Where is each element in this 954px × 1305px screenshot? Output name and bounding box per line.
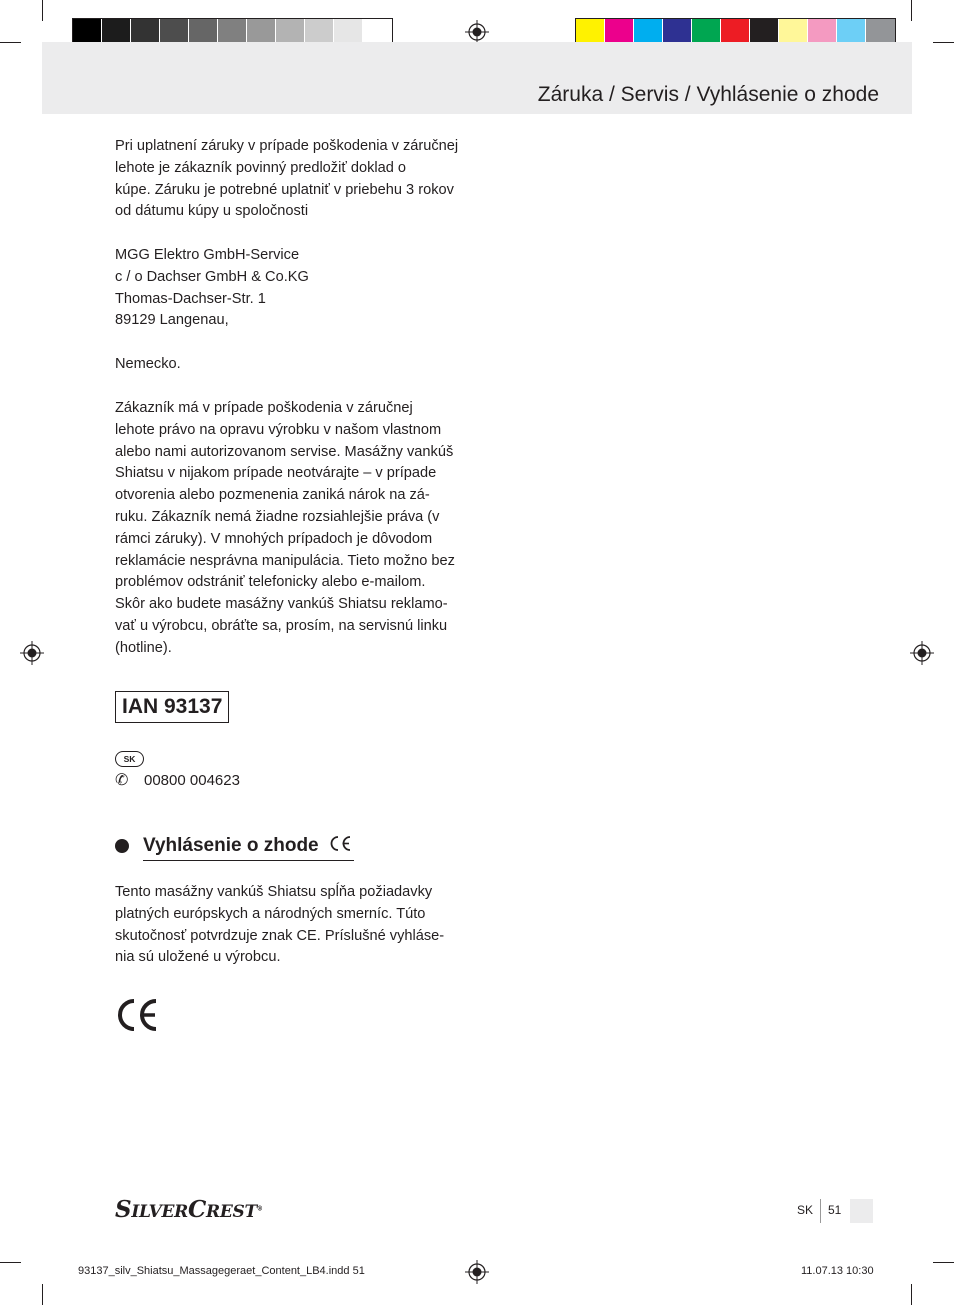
text-line: ruku. Zákazník nemá žiadne rozsiahlejšie práva (v (115, 508, 440, 525)
country-code-badge: SK (115, 751, 144, 767)
conformity-title (143, 832, 354, 861)
text-line: otvorenia alebo pozmenenia zaniká nárok na zá- (115, 487, 430, 504)
registration-mark-icon (465, 1260, 489, 1284)
address-line: c / o Dachser GmbH & Co.KG (115, 268, 309, 285)
text-line: vať u výrobcu, obráťte sa, prosím, na servisnú linku (115, 617, 448, 634)
crop-mark (911, 0, 912, 21)
text-line: nia sú uložené u výrobcu. (115, 949, 281, 966)
text-line: Shiatsu v nijakom prípade neotvárajte – v prípade (115, 465, 437, 482)
slug-filename: 93137_silv_Shiatsu_Massagegeraet_Content_LB4.indd 51 (78, 1265, 365, 1277)
crop-mark (0, 42, 21, 43)
page-title: Záruka / Servis / Vyhlásenie o zhode (537, 83, 879, 106)
text-line: rámci záruky). V mnohých prípadoch je dôvodom (115, 530, 433, 547)
page-number: 51 (828, 1203, 842, 1217)
phone-icon: ✆ (115, 772, 129, 789)
text-line: Tento masážny vankúš Shiatsu spĺňa požiadavky (115, 884, 433, 900)
crop-mark (933, 1262, 954, 1263)
ian-number-box: IAN 93137 (115, 691, 229, 723)
footer-tab (850, 1199, 873, 1223)
warranty-rights-paragraph (115, 398, 470, 660)
slug-timestamp: 11.07.13 10:30 (801, 1265, 874, 1277)
crop-mark (0, 1262, 21, 1263)
conformity-title-text: Vyhlásenie o zhode (143, 835, 319, 856)
text-line: problémov odstrániť telefonicky alebo e-mailom. (115, 574, 426, 591)
hotline-row (115, 770, 240, 792)
warranty-paragraph (115, 136, 470, 223)
registration-mark-icon (910, 641, 934, 665)
text-line: platných európskych a národných smerníc. Túto (115, 905, 426, 922)
registration-mark-icon (465, 20, 489, 44)
crop-mark (42, 1284, 43, 1305)
text-line: alebo nami autorizovanom servise. Masážny vankúš (115, 443, 454, 460)
text-line: lehote právo na opravu výrobku v našom vlastnom (115, 421, 442, 438)
crop-mark (911, 1284, 912, 1305)
footer-language: SK (797, 1203, 814, 1217)
text-line: reklamácie nesprávna manipulácia. Tieto možno bez (115, 552, 455, 569)
crop-mark (933, 42, 954, 43)
silvercrest-logo: SILVERCREST® (115, 1196, 263, 1223)
address-line: MGG Elektro GmbH-Service (115, 247, 300, 263)
ce-mark-icon (328, 835, 352, 852)
text-line: (hotline). (115, 639, 172, 656)
address-line: 89129 Langenau, (115, 312, 229, 329)
country-line (115, 354, 470, 376)
hotline-number: 00800 004623 (144, 772, 240, 789)
text-line: od dátumu kúpy u spoločnosti (115, 203, 309, 220)
text-line: kúpe. Záruku je potrebné uplatniť v priebehu 3 rokov (115, 181, 454, 198)
footer-divider (820, 1199, 821, 1223)
ce-mark-icon (115, 998, 159, 1032)
text-line: lehote je zákazník povinný predložiť doklad o (115, 159, 407, 176)
registration-mark-icon (20, 641, 44, 665)
text-line: Skôr ako budete masážny vankúš Shiatsu reklamo- (115, 596, 448, 613)
bullet-icon (115, 839, 129, 853)
service-address (115, 245, 470, 332)
crop-mark (42, 0, 43, 21)
conformity-paragraph (115, 882, 470, 969)
address-line: Thomas-Dachser-Str. 1 (115, 290, 266, 307)
text-line: Zákazník má v prípade poškodenia v záručnej (115, 400, 413, 416)
text-line: Pri uplatnení záruky v prípade poškodenia v záručnej (115, 138, 459, 154)
country-text: Nemecko. (115, 356, 181, 372)
text-line: skutočnosť potvrdzuje znak CE. Príslušné vyhláse- (115, 927, 445, 944)
